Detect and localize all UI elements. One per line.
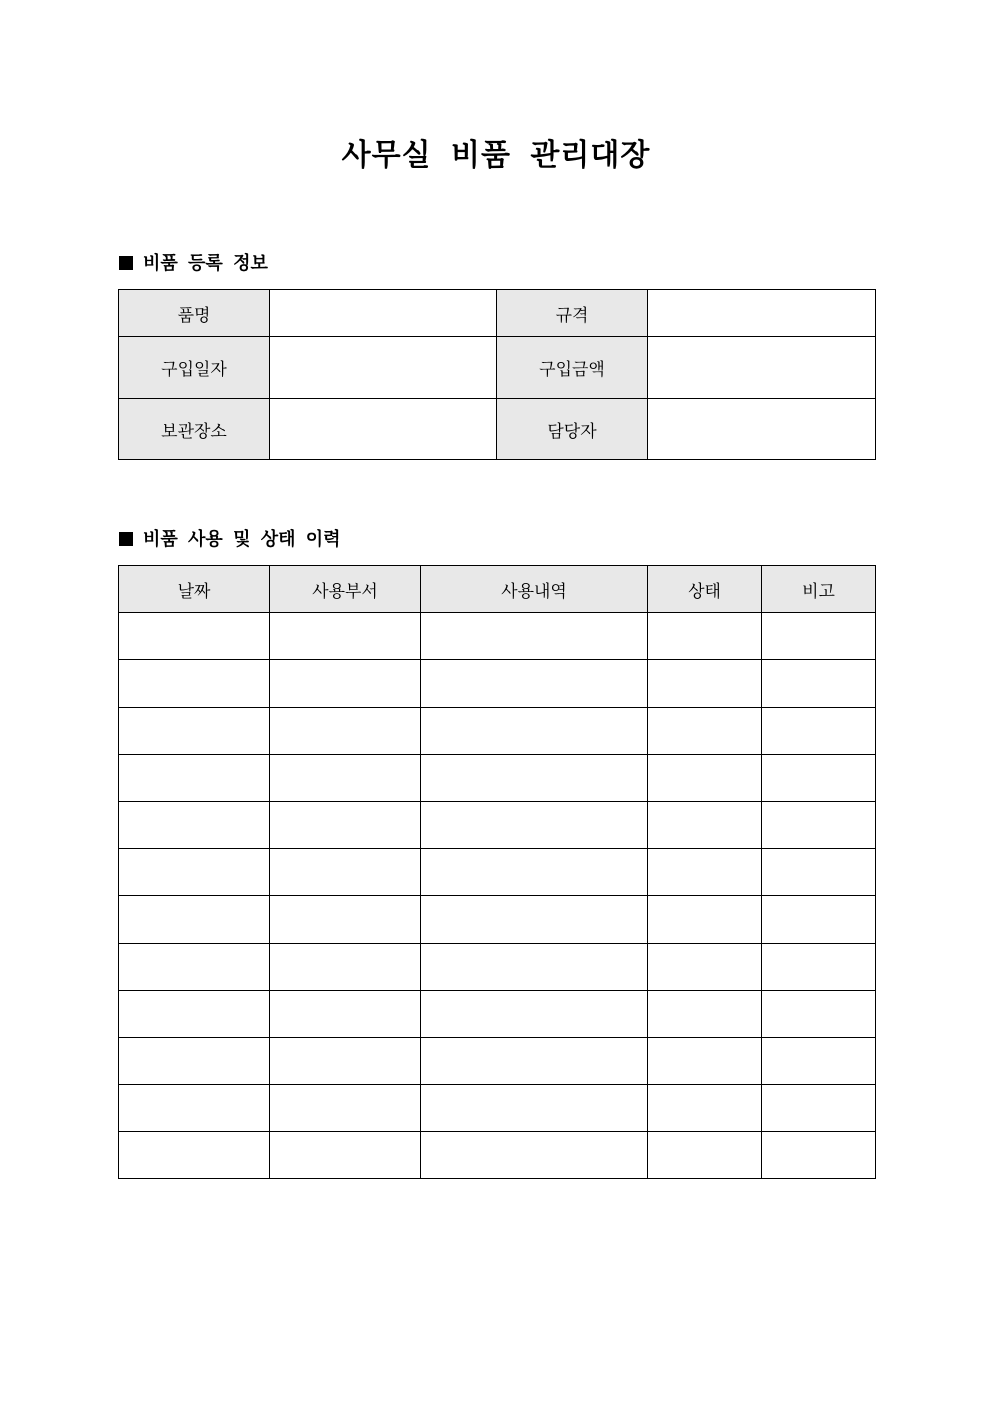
status-cell[interactable]	[648, 754, 762, 801]
label-item-name: 품명	[119, 290, 270, 337]
usage-history-table	[118, 565, 876, 1179]
table-header-row	[119, 566, 876, 613]
table-row	[119, 613, 876, 660]
history-table-body	[119, 613, 876, 1179]
remarks-cell[interactable]	[762, 1132, 876, 1179]
remarks-cell[interactable]	[762, 1085, 876, 1132]
usage-details-cell[interactable]	[421, 613, 648, 660]
remarks-cell[interactable]	[762, 896, 876, 943]
date-cell[interactable]	[119, 849, 270, 896]
date-cell[interactable]	[119, 801, 270, 848]
department-cell[interactable]	[270, 801, 421, 848]
usage-details-cell[interactable]	[421, 943, 648, 990]
date-cell[interactable]	[119, 943, 270, 990]
square-bullet-icon	[119, 256, 133, 270]
status-cell[interactable]	[648, 990, 762, 1037]
table-row	[119, 896, 876, 943]
status-cell[interactable]	[648, 660, 762, 707]
date-cell[interactable]	[119, 707, 270, 754]
status-cell[interactable]	[648, 707, 762, 754]
table-row	[119, 849, 876, 896]
date-cell[interactable]	[119, 1132, 270, 1179]
table-row	[119, 943, 876, 990]
usage-details-cell[interactable]	[421, 849, 648, 896]
purchase-date-field[interactable]	[270, 337, 497, 399]
usage-details-cell[interactable]	[421, 1037, 648, 1084]
usage-details-cell[interactable]	[421, 707, 648, 754]
date-cell[interactable]	[119, 990, 270, 1037]
column-header-usage-details: 사용내역	[421, 566, 648, 613]
usage-details-cell[interactable]	[421, 660, 648, 707]
table-row	[119, 337, 876, 399]
status-cell[interactable]	[648, 1037, 762, 1084]
section-heading-label: 비품 사용 및 상태 이력	[143, 529, 341, 550]
label-storage-location: 보관장소	[119, 399, 270, 460]
department-cell[interactable]	[270, 943, 421, 990]
registration-info-table	[118, 289, 876, 460]
table-row	[119, 754, 876, 801]
section-heading-registration	[119, 252, 268, 276]
department-cell[interactable]	[270, 990, 421, 1037]
usage-details-cell[interactable]	[421, 1085, 648, 1132]
usage-details-cell[interactable]	[421, 801, 648, 848]
table-row	[119, 290, 876, 337]
date-cell[interactable]	[119, 660, 270, 707]
usage-details-cell[interactable]	[421, 1132, 648, 1179]
remarks-cell[interactable]	[762, 754, 876, 801]
section-heading-label: 비품 등록 정보	[143, 253, 268, 274]
date-cell[interactable]	[119, 754, 270, 801]
specification-field[interactable]	[648, 290, 876, 337]
date-cell[interactable]	[119, 1085, 270, 1132]
usage-details-cell[interactable]	[421, 754, 648, 801]
column-header-department: 사용부서	[270, 566, 421, 613]
label-specification: 규격	[497, 290, 648, 337]
column-header-status: 상태	[648, 566, 762, 613]
remarks-cell[interactable]	[762, 943, 876, 990]
department-cell[interactable]	[270, 613, 421, 660]
remarks-cell[interactable]	[762, 990, 876, 1037]
department-cell[interactable]	[270, 1037, 421, 1084]
department-cell[interactable]	[270, 754, 421, 801]
remarks-cell[interactable]	[762, 801, 876, 848]
department-cell[interactable]	[270, 707, 421, 754]
item-name-field[interactable]	[270, 290, 497, 337]
remarks-cell[interactable]	[762, 660, 876, 707]
date-cell[interactable]	[119, 613, 270, 660]
label-purchase-date: 구입일자	[119, 337, 270, 399]
usage-details-cell[interactable]	[421, 896, 648, 943]
table-row	[119, 707, 876, 754]
table-row	[119, 1037, 876, 1084]
table-row	[119, 801, 876, 848]
remarks-cell[interactable]	[762, 849, 876, 896]
status-cell[interactable]	[648, 801, 762, 848]
remarks-cell[interactable]	[762, 707, 876, 754]
date-cell[interactable]	[119, 896, 270, 943]
label-purchase-amount: 구입금액	[497, 337, 648, 399]
section-heading-history	[119, 528, 341, 552]
status-cell[interactable]	[648, 1085, 762, 1132]
department-cell[interactable]	[270, 660, 421, 707]
status-cell[interactable]	[648, 849, 762, 896]
column-header-date: 날짜	[119, 566, 270, 613]
department-cell[interactable]	[270, 1132, 421, 1179]
label-person-in-charge: 담당자	[497, 399, 648, 460]
purchase-amount-field[interactable]	[648, 337, 876, 399]
department-cell[interactable]	[270, 849, 421, 896]
department-cell[interactable]	[270, 1085, 421, 1132]
status-cell[interactable]	[648, 943, 762, 990]
remarks-cell[interactable]	[762, 613, 876, 660]
status-cell[interactable]	[648, 1132, 762, 1179]
page-title: 사무실 비품 관리대장	[341, 138, 651, 173]
status-cell[interactable]	[648, 613, 762, 660]
remarks-cell[interactable]	[762, 1037, 876, 1084]
table-row	[119, 990, 876, 1037]
table-row	[119, 1132, 876, 1179]
status-cell[interactable]	[648, 896, 762, 943]
department-cell[interactable]	[270, 896, 421, 943]
square-bullet-icon	[119, 532, 133, 546]
date-cell[interactable]	[119, 1037, 270, 1084]
column-header-remarks: 비고	[762, 566, 876, 613]
table-row	[119, 1085, 876, 1132]
table-row	[119, 660, 876, 707]
person-in-charge-field[interactable]	[648, 399, 876, 460]
storage-location-field[interactable]	[270, 399, 497, 460]
table-row	[119, 399, 876, 460]
usage-details-cell[interactable]	[421, 990, 648, 1037]
